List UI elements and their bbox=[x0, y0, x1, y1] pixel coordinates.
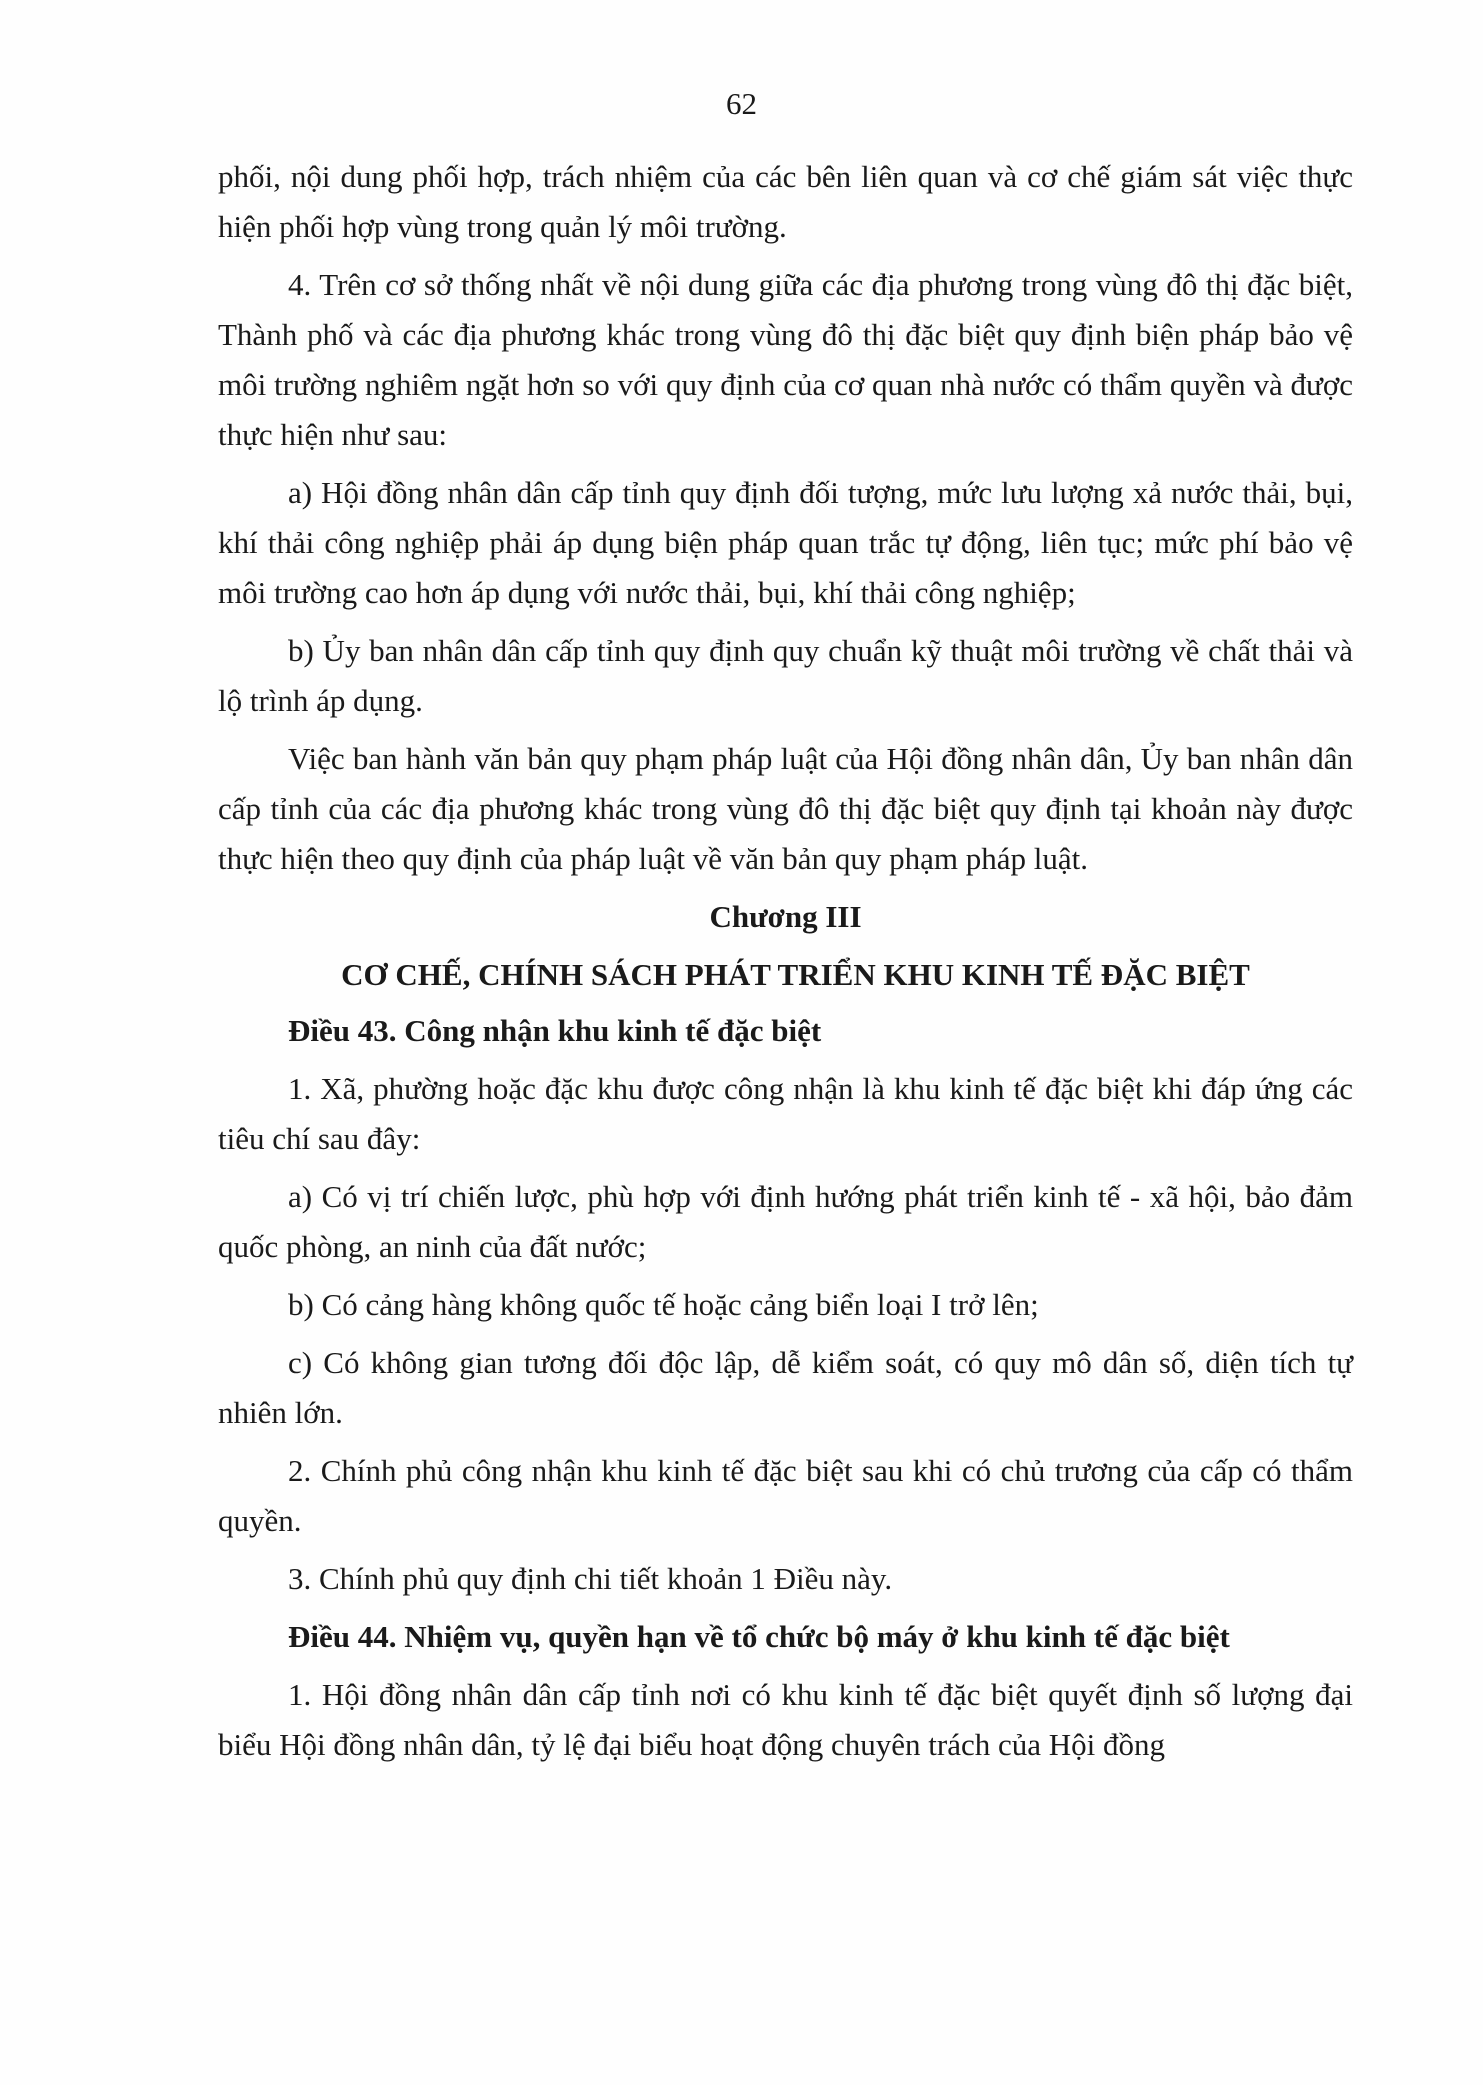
article-43-clause-2: 2. Chính phủ công nhận khu kinh tế đặc biệt sau khi có chủ trương của cấp có thẩm quyền. bbox=[218, 1453, 1353, 1538]
paragraph-point-a: a) Hội đồng nhân dân cấp tỉnh quy định đối tượng, mức lưu lượng xả nước thải, bụi, khí thải công nghiệp phải áp dụng biện pháp quan trắc tự động, liên tục; mức phí bảo vệ môi trường cao hơn áp dụng với nước thải, bụi, khí thải công nghiệp; bbox=[218, 475, 1353, 610]
document-body bbox=[218, 152, 1353, 1778]
page-number: 62 bbox=[726, 86, 757, 121]
chapter-label: Chương III bbox=[709, 899, 862, 934]
paragraph-continuation: phối, nội dung phối hợp, trách nhiệm của các bên liên quan và cơ chế giám sát việc thực hiện phối hợp vùng trong quản lý môi trường. bbox=[218, 159, 1353, 244]
paragraph-issuance-note: Việc ban hành văn bản quy phạm pháp luật của Hội đồng nhân dân, Ủy ban nhân dân cấp tỉnh của các địa phương khác trong vùng đô thị đặc biệt quy định tại khoản này được thực hiện theo quy định của pháp luật về văn bản quy phạm pháp luật. bbox=[218, 741, 1353, 876]
article-44-clause-1: 1. Hội đồng nhân dân cấp tỉnh nơi có khu kinh tế đặc biệt quyết định số lượng đại biểu Hội đồng nhân dân, tỷ lệ đại biểu hoạt động chuyên trách của Hội đồng bbox=[218, 1677, 1353, 1762]
article-44-heading: Điều 44. Nhiệm vụ, quyền hạn về tổ chức bộ máy ở khu kinh tế đặc biệt bbox=[288, 1619, 1230, 1654]
article-43-heading: Điều 43. Công nhận khu kinh tế đặc biệt bbox=[288, 1013, 822, 1048]
article-43-point-c: c) Có không gian tương đối độc lập, dễ kiểm soát, có quy mô dân số, diện tích tự nhiên lớn. bbox=[218, 1345, 1353, 1430]
article-43-clause-1: 1. Xã, phường hoặc đặc khu được công nhận là khu kinh tế đặc biệt khi đáp ứng các tiêu chí sau đây: bbox=[218, 1071, 1353, 1156]
paragraph-clause-4: 4. Trên cơ sở thống nhất về nội dung giữa các địa phương trong vùng đô thị đặc biệt, Thành phố và các địa phương khác trong vùng đô thị đặc biệt quy định biện pháp bảo vệ môi trường nghiêm ngặt hơn so với quy định của cơ quan nhà nước có thẩm quyền và được thực hiện như sau: bbox=[218, 267, 1353, 452]
chapter-title: CƠ CHẾ, CHÍNH SÁCH PHÁT TRIỂN KHU KINH TẾ ĐẶC BIỆT bbox=[341, 957, 1250, 992]
article-43-point-a: a) Có vị trí chiến lược, phù hợp với định hướng phát triển kinh tế - xã hội, bảo đảm quốc phòng, an ninh của đất nước; bbox=[218, 1179, 1353, 1264]
article-43-point-b: b) Có cảng hàng không quốc tế hoặc cảng biển loại I trở lên; bbox=[288, 1287, 1039, 1322]
paragraph-point-b: b) Ủy ban nhân dân cấp tỉnh quy định quy chuẩn kỹ thuật môi trường về chất thải và lộ trình áp dụng. bbox=[218, 633, 1353, 718]
article-43-clause-3: 3. Chính phủ quy định chi tiết khoản 1 Điều này. bbox=[288, 1561, 893, 1596]
